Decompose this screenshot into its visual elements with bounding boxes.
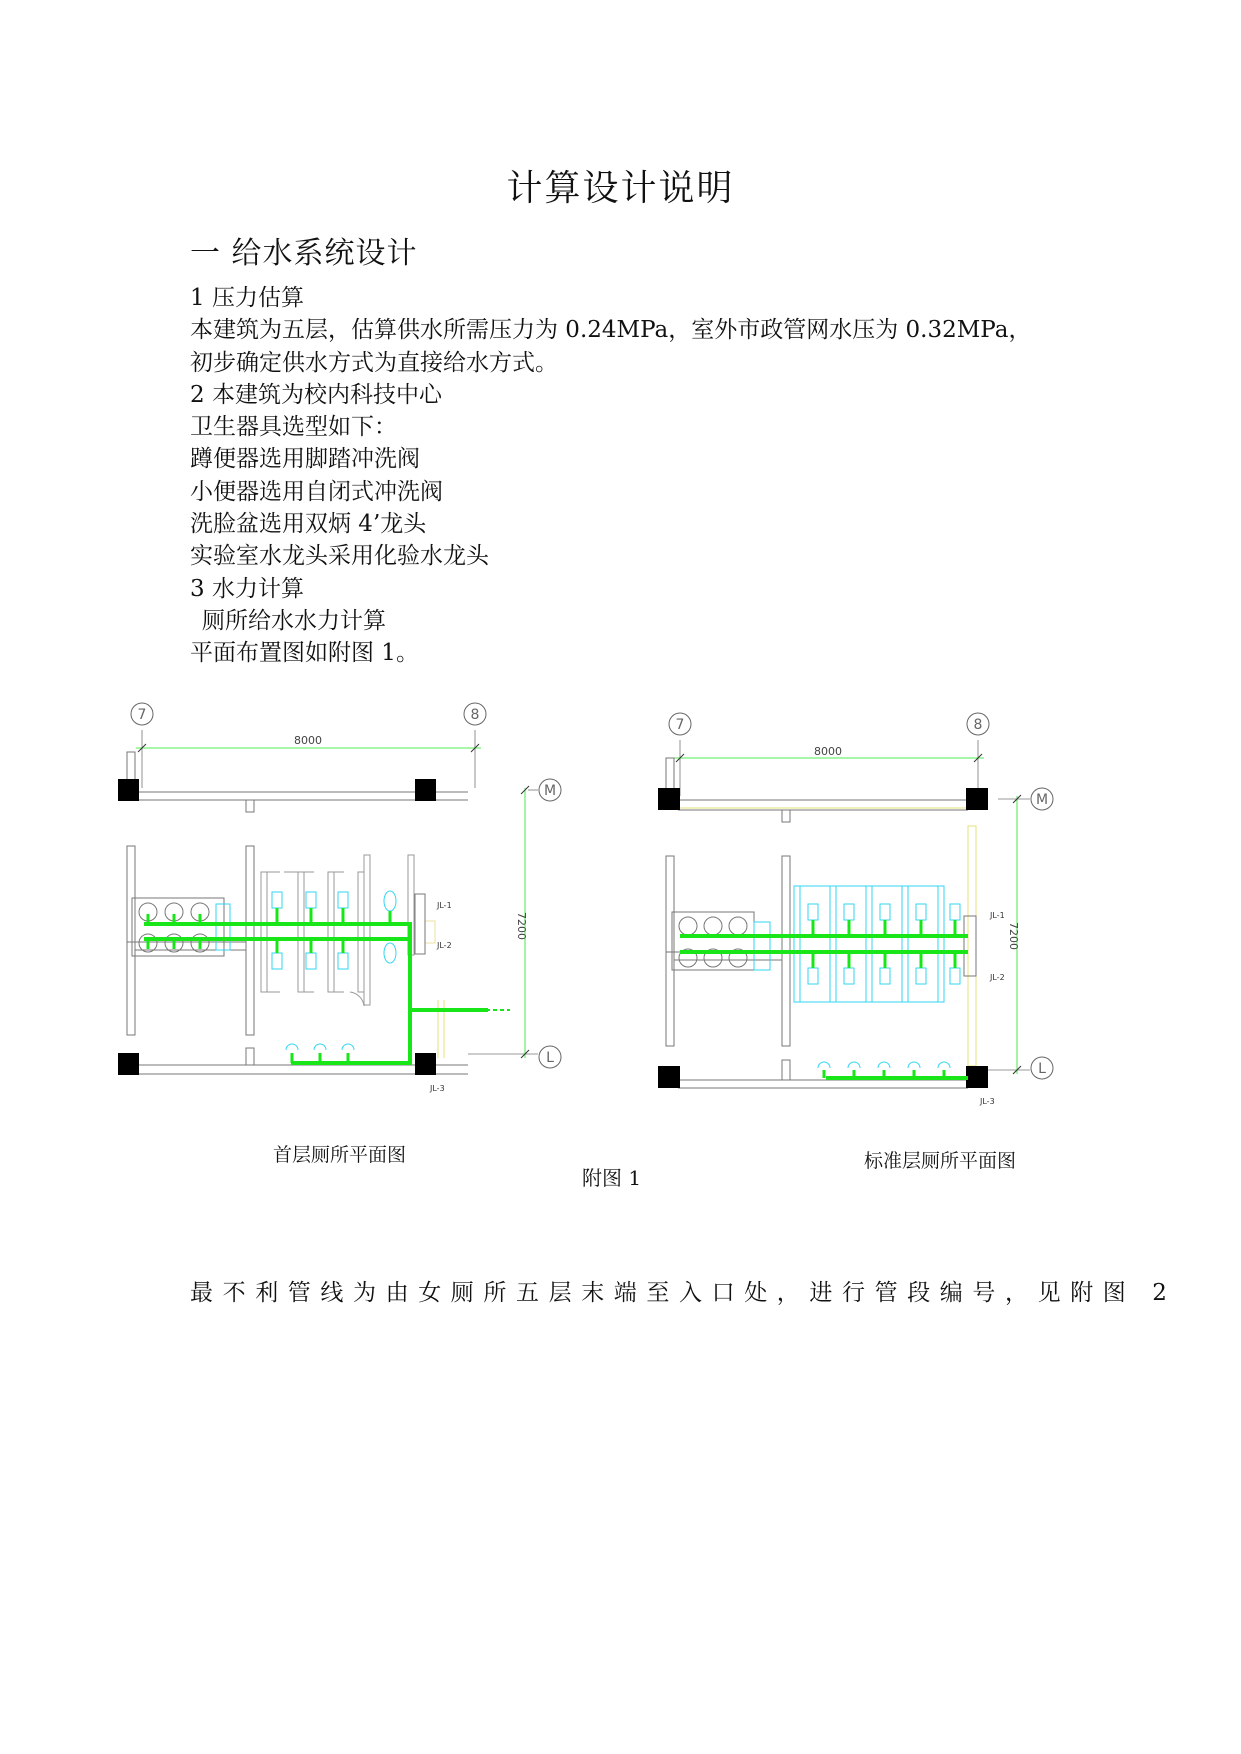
text-line: 蹲便器选用脚踏冲洗阀	[190, 446, 420, 473]
dimension-width: 8000	[294, 734, 322, 747]
text-line: 2 本建筑为校内科技中心	[190, 381, 442, 408]
riser-label: JL-2	[990, 973, 1005, 982]
grid-label: M	[543, 783, 557, 799]
riser-label: JL-1	[437, 901, 452, 910]
plan-standard-floor	[658, 713, 1053, 1106]
riser-label: JL-3	[980, 1097, 995, 1106]
section-heading: 一 给水系统设计	[190, 236, 418, 271]
dimension-height: 7200	[1007, 922, 1020, 950]
grid-label: 7	[137, 707, 147, 723]
grid-label: L	[546, 1050, 554, 1066]
grid-label: 7	[675, 717, 685, 733]
text-line: 平面布置图如附图 1。	[190, 640, 419, 667]
page-title: 计算设计说明	[506, 168, 735, 209]
body-text	[190, 282, 1150, 670]
grid-label: L	[1038, 1061, 1046, 1077]
text-line: 实验室水龙头采用化验水龙头	[190, 543, 489, 570]
grid-label: 8	[973, 717, 983, 733]
text-line: 厕所给水水力计算	[202, 607, 386, 634]
plan-caption-first-floor: 首层厕所平面图	[273, 1144, 407, 1166]
figure-caption: 附图 1	[582, 1166, 642, 1190]
plan-first-floor	[118, 703, 561, 1093]
dimension-height: 7200	[515, 912, 528, 940]
text-line: 洗脸盆选用双炳 4’龙头	[190, 511, 427, 538]
text-line: 初步确定供水方式为直接给水方式。	[190, 349, 558, 376]
plan-caption-standard-floor: 标准层厕所平面图	[864, 1150, 1017, 1172]
text-line: 1 压力估算	[190, 285, 304, 311]
dimension-width: 8000	[814, 745, 842, 758]
grid-label: 8	[470, 707, 480, 723]
closing-line: 最不利管线为由女厕所五层末端至入口处，进行管段编号，见附图 2	[190, 1280, 1177, 1306]
riser-label: JL-3	[430, 1084, 445, 1093]
grid-label: M	[1035, 792, 1049, 808]
figure-1	[118, 696, 1128, 1216]
riser-label: JL-2	[437, 941, 452, 950]
text-line: 卫生器具选型如下：	[190, 414, 397, 441]
text-line: 本建筑为五层，估算供水所需压力为 0.24MPa，室外市政管网水压为 0.32MPa，	[190, 317, 1032, 344]
text-line: 3 水力计算	[190, 575, 304, 602]
text-line: 小便器选用自闭式冲洗阀	[190, 478, 443, 505]
riser-label: JL-1	[990, 911, 1005, 920]
